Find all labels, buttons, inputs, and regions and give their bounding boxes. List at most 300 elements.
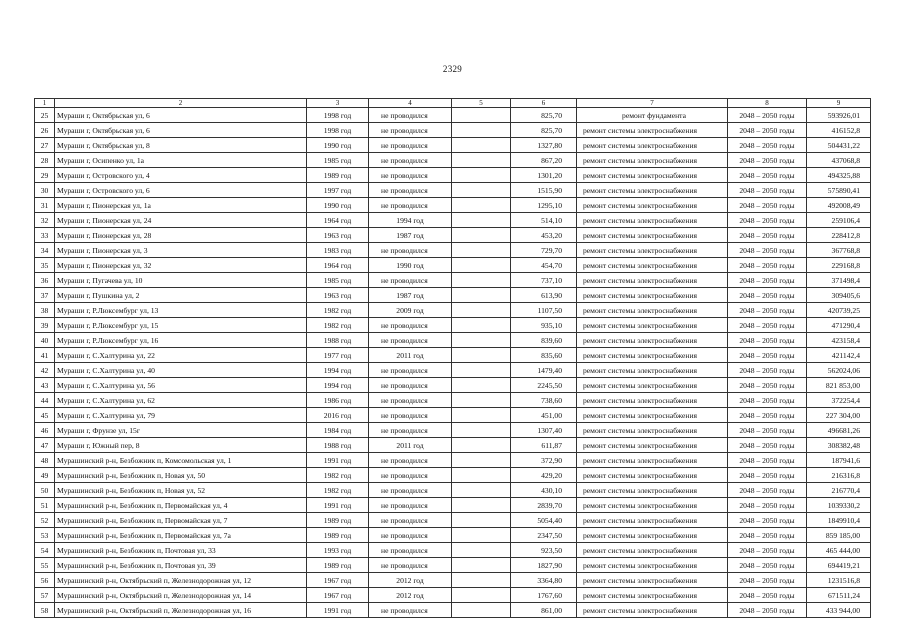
- build-year-cell: 1985 год: [307, 273, 369, 288]
- period-cell: 2048 – 2050 годы: [728, 108, 807, 123]
- col-5-cell: [452, 228, 511, 243]
- area-cell: 451,00: [511, 408, 577, 423]
- period-cell: 2048 – 2050 годы: [728, 198, 807, 213]
- work-type-cell: ремонт системы электроснабжения: [577, 123, 728, 138]
- row-number-cell: 36: [35, 273, 55, 288]
- work-type-cell: ремонт системы электроснабжения: [577, 198, 728, 213]
- header-cell: 9: [807, 99, 871, 108]
- work-type-cell: ремонт системы электроснабжения: [577, 558, 728, 573]
- build-year-cell: 1997 год: [307, 183, 369, 198]
- cost-cell: 371498,4: [807, 273, 871, 288]
- address-cell: Мурашинский р-н, Безбожник п, Первомайская ул, 7а: [55, 528, 307, 543]
- cost-cell: 437068,8: [807, 153, 871, 168]
- period-cell: 2048 – 2050 годы: [728, 303, 807, 318]
- col-5-cell: [452, 108, 511, 123]
- row-number-cell: 43: [35, 378, 55, 393]
- area-cell: 1301,20: [511, 168, 577, 183]
- table-row: [35, 378, 871, 393]
- last-repair-year-cell: 1987 год: [369, 228, 452, 243]
- work-type-cell: ремонт системы электроснабжения: [577, 453, 728, 468]
- row-number-cell: 45: [35, 408, 55, 423]
- col-5-cell: [452, 468, 511, 483]
- repair-schedule-table: [34, 98, 871, 618]
- table-row: [35, 333, 871, 348]
- col-5-cell: [452, 273, 511, 288]
- address-cell: Мураши г, Островского ул, 4: [55, 168, 307, 183]
- row-number-cell: 25: [35, 108, 55, 123]
- address-cell: Мурашинский р-н, Безбожник п, Первомайская ул, 4: [55, 498, 307, 513]
- cost-cell: 494325,88: [807, 168, 871, 183]
- last-repair-year-cell: не проводился: [369, 408, 452, 423]
- period-cell: 2048 – 2050 годы: [728, 573, 807, 588]
- area-cell: 430,10: [511, 483, 577, 498]
- col-5-cell: [452, 573, 511, 588]
- table-row: [35, 393, 871, 408]
- build-year-cell: 1983 год: [307, 243, 369, 258]
- cost-cell: 187941,6: [807, 453, 871, 468]
- table-row: [35, 183, 871, 198]
- work-type-cell: ремонт системы электроснабжения: [577, 468, 728, 483]
- last-repair-year-cell: не проводился: [369, 558, 452, 573]
- last-repair-year-cell: не проводился: [369, 198, 452, 213]
- build-year-cell: 1985 год: [307, 153, 369, 168]
- period-cell: 2048 – 2050 годы: [728, 543, 807, 558]
- table-row: [35, 543, 871, 558]
- work-type-cell: ремонт системы электроснабжения: [577, 318, 728, 333]
- table-row: [35, 408, 871, 423]
- col-5-cell: [452, 378, 511, 393]
- build-year-cell: 1989 год: [307, 528, 369, 543]
- work-type-cell: ремонт системы электроснабжения: [577, 528, 728, 543]
- period-cell: 2048 – 2050 годы: [728, 213, 807, 228]
- area-cell: 935,10: [511, 318, 577, 333]
- address-cell: Мурашинский р-н, Безбожник п, Новая ул, 52: [55, 483, 307, 498]
- address-cell: Мурашинский р-н, Безбожник п, Новая ул, 50: [55, 468, 307, 483]
- address-cell: Мураши г, Фрунзе ул, 15г: [55, 423, 307, 438]
- col-5-cell: [452, 558, 511, 573]
- cost-cell: 308382,48: [807, 438, 871, 453]
- col-5-cell: [452, 483, 511, 498]
- area-cell: 2245,50: [511, 378, 577, 393]
- area-cell: 372,90: [511, 453, 577, 468]
- cost-cell: 1231516,8: [807, 573, 871, 588]
- period-cell: 2048 – 2050 годы: [728, 498, 807, 513]
- build-year-cell: 1988 год: [307, 333, 369, 348]
- header-cell: 3: [307, 99, 369, 108]
- last-repair-year-cell: не проводился: [369, 498, 452, 513]
- col-5-cell: [452, 333, 511, 348]
- last-repair-year-cell: не проводился: [369, 393, 452, 408]
- address-cell: Мураши г, Пушкина ул, 2: [55, 288, 307, 303]
- area-cell: 3364,80: [511, 573, 577, 588]
- last-repair-year-cell: не проводился: [369, 468, 452, 483]
- build-year-cell: 1982 год: [307, 483, 369, 498]
- build-year-cell: 1993 год: [307, 543, 369, 558]
- area-cell: 611,87: [511, 438, 577, 453]
- row-number-cell: 53: [35, 528, 55, 543]
- area-cell: 1295,10: [511, 198, 577, 213]
- area-cell: 453,20: [511, 228, 577, 243]
- row-number-cell: 37: [35, 288, 55, 303]
- col-5-cell: [452, 588, 511, 603]
- address-cell: Мураши г, Октябрьская ул, 8: [55, 138, 307, 153]
- area-cell: 825,70: [511, 123, 577, 138]
- build-year-cell: 1964 год: [307, 213, 369, 228]
- last-repair-year-cell: не проводился: [369, 318, 452, 333]
- row-number-cell: 33: [35, 228, 55, 243]
- last-repair-year-cell: не проводился: [369, 378, 452, 393]
- table-row: [35, 438, 871, 453]
- address-cell: Мураши г, Островского ул, 6: [55, 183, 307, 198]
- period-cell: 2048 – 2050 годы: [728, 288, 807, 303]
- area-cell: 923,50: [511, 543, 577, 558]
- cost-cell: 367768,8: [807, 243, 871, 258]
- period-cell: 2048 – 2050 годы: [728, 528, 807, 543]
- row-number-cell: 38: [35, 303, 55, 318]
- build-year-cell: 1967 год: [307, 588, 369, 603]
- area-cell: 429,20: [511, 468, 577, 483]
- last-repair-year-cell: не проводился: [369, 528, 452, 543]
- build-year-cell: 1988 год: [307, 438, 369, 453]
- build-year-cell: 1982 год: [307, 468, 369, 483]
- work-type-cell: ремонт системы электроснабжения: [577, 438, 728, 453]
- col-5-cell: [452, 288, 511, 303]
- build-year-cell: 1963 год: [307, 228, 369, 243]
- area-cell: 1515,90: [511, 183, 577, 198]
- row-number-cell: 26: [35, 123, 55, 138]
- build-year-cell: 1989 год: [307, 558, 369, 573]
- cost-cell: 227 304,00: [807, 408, 871, 423]
- table-body: [35, 99, 871, 618]
- last-repair-year-cell: не проводился: [369, 108, 452, 123]
- table-row: [35, 483, 871, 498]
- row-number-cell: 51: [35, 498, 55, 513]
- header-cell: 1: [35, 99, 55, 108]
- cost-cell: 309405,6: [807, 288, 871, 303]
- cost-cell: 421142,4: [807, 348, 871, 363]
- cost-cell: 562024,06: [807, 363, 871, 378]
- address-cell: Мураши г, Южный пер, 8: [55, 438, 307, 453]
- last-repair-year-cell: не проводился: [369, 273, 452, 288]
- col-5-cell: [452, 243, 511, 258]
- area-cell: 613,90: [511, 288, 577, 303]
- period-cell: 2048 – 2050 годы: [728, 318, 807, 333]
- period-cell: 2048 – 2050 годы: [728, 603, 807, 618]
- table-row: [35, 198, 871, 213]
- area-cell: 1107,50: [511, 303, 577, 318]
- build-year-cell: 1982 год: [307, 303, 369, 318]
- work-type-cell: ремонт системы электроснабжения: [577, 573, 728, 588]
- cost-cell: 593926,01: [807, 108, 871, 123]
- area-cell: 1307,40: [511, 423, 577, 438]
- col-5-cell: [452, 603, 511, 618]
- last-repair-year-cell: не проводился: [369, 123, 452, 138]
- work-type-cell: ремонт системы электроснабжения: [577, 258, 728, 273]
- last-repair-year-cell: не проводился: [369, 483, 452, 498]
- cost-cell: 492008,49: [807, 198, 871, 213]
- area-cell: 514,10: [511, 213, 577, 228]
- period-cell: 2048 – 2050 годы: [728, 153, 807, 168]
- address-cell: Мураши г, Пионерская ул, 1а: [55, 198, 307, 213]
- table-row: [35, 468, 871, 483]
- period-cell: 2048 – 2050 годы: [728, 168, 807, 183]
- table-row: [35, 303, 871, 318]
- last-repair-year-cell: не проводился: [369, 543, 452, 558]
- last-repair-year-cell: не проводился: [369, 513, 452, 528]
- area-cell: 454,70: [511, 258, 577, 273]
- address-cell: Мурашинский р-н, Октябрьский п, Железнодорожная ул, 14: [55, 588, 307, 603]
- build-year-cell: 1984 год: [307, 423, 369, 438]
- cost-cell: 433 944,00: [807, 603, 871, 618]
- address-cell: Мурашинский р-н, Безбожник п, Почтовая ул, 39: [55, 558, 307, 573]
- col-5-cell: [452, 423, 511, 438]
- row-number-cell: 32: [35, 213, 55, 228]
- period-cell: 2048 – 2050 годы: [728, 333, 807, 348]
- table-row: [35, 498, 871, 513]
- period-cell: 2048 – 2050 годы: [728, 408, 807, 423]
- build-year-cell: 1963 год: [307, 288, 369, 303]
- work-type-cell: ремонт системы электроснабжения: [577, 483, 728, 498]
- area-cell: 839,60: [511, 333, 577, 348]
- work-type-cell: ремонт системы электроснабжения: [577, 183, 728, 198]
- col-5-cell: [452, 153, 511, 168]
- address-cell: Мураши г, Пугачева ул, 10: [55, 273, 307, 288]
- last-repair-year-cell: 1994 год: [369, 213, 452, 228]
- work-type-cell: ремонт системы электроснабжения: [577, 243, 728, 258]
- col-5-cell: [452, 348, 511, 363]
- last-repair-year-cell: 2012 год: [369, 573, 452, 588]
- col-5-cell: [452, 393, 511, 408]
- col-5-cell: [452, 438, 511, 453]
- row-number-cell: 54: [35, 543, 55, 558]
- period-cell: 2048 – 2050 годы: [728, 453, 807, 468]
- address-cell: Мурашинский р-н, Октябрьский п, Железнодорожная ул, 12: [55, 573, 307, 588]
- row-number-cell: 40: [35, 333, 55, 348]
- last-repair-year-cell: не проводился: [369, 153, 452, 168]
- col-5-cell: [452, 198, 511, 213]
- area-cell: 2839,70: [511, 498, 577, 513]
- address-cell: Мураши г, С.Халтурина ул, 22: [55, 348, 307, 363]
- row-number-cell: 31: [35, 198, 55, 213]
- last-repair-year-cell: 2012 год: [369, 588, 452, 603]
- table-row: [35, 348, 871, 363]
- row-number-cell: 46: [35, 423, 55, 438]
- work-type-cell: ремонт системы электроснабжения: [577, 228, 728, 243]
- col-5-cell: [452, 453, 511, 468]
- address-cell: Мураши г, С.Халтурина ул, 56: [55, 378, 307, 393]
- area-cell: 1479,40: [511, 363, 577, 378]
- address-cell: Мураши г, Пионерская ул, 32: [55, 258, 307, 273]
- work-type-cell: ремонт системы электроснабжения: [577, 213, 728, 228]
- build-year-cell: 1967 год: [307, 573, 369, 588]
- build-year-cell: 1991 год: [307, 498, 369, 513]
- row-number-cell: 34: [35, 243, 55, 258]
- cost-cell: 372254,4: [807, 393, 871, 408]
- period-cell: 2048 – 2050 годы: [728, 243, 807, 258]
- table-row: [35, 603, 871, 618]
- work-type-cell: ремонт системы электроснабжения: [577, 138, 728, 153]
- address-cell: Мурашинский р-н, Октябрьский п, Железнодорожная ул, 16: [55, 603, 307, 618]
- row-number-cell: 58: [35, 603, 55, 618]
- table-row: [35, 588, 871, 603]
- address-cell: Мураши г, Пионерская ул, 3: [55, 243, 307, 258]
- cost-cell: 420739,25: [807, 303, 871, 318]
- last-repair-year-cell: не проводился: [369, 333, 452, 348]
- period-cell: 2048 – 2050 годы: [728, 363, 807, 378]
- table-row: [35, 573, 871, 588]
- work-type-cell: ремонт системы электроснабжения: [577, 543, 728, 558]
- work-type-cell: ремонт системы электроснабжения: [577, 273, 728, 288]
- area-cell: 1827,90: [511, 558, 577, 573]
- address-cell: Мураши г, С.Халтурина ул, 62: [55, 393, 307, 408]
- work-type-cell: ремонт системы электроснабжения: [577, 393, 728, 408]
- address-cell: Мураши г, С.Халтурина ул, 40: [55, 363, 307, 378]
- header-cell: 7: [577, 99, 728, 108]
- row-number-cell: 27: [35, 138, 55, 153]
- last-repair-year-cell: 1990 год: [369, 258, 452, 273]
- cost-cell: 1039330,2: [807, 498, 871, 513]
- col-5-cell: [452, 513, 511, 528]
- work-type-cell: ремонт системы электроснабжения: [577, 603, 728, 618]
- row-number-cell: 50: [35, 483, 55, 498]
- area-cell: 737,10: [511, 273, 577, 288]
- col-5-cell: [452, 408, 511, 423]
- area-cell: 825,70: [511, 108, 577, 123]
- row-number-cell: 42: [35, 363, 55, 378]
- area-cell: 861,00: [511, 603, 577, 618]
- row-number-cell: 39: [35, 318, 55, 333]
- cost-cell: 694419,21: [807, 558, 871, 573]
- header-cell: 2: [55, 99, 307, 108]
- address-cell: Мурашинский р-н, Безбожник п, Первомайская ул, 7: [55, 513, 307, 528]
- table-row: [35, 513, 871, 528]
- build-year-cell: 1991 год: [307, 603, 369, 618]
- last-repair-year-cell: 2009 год: [369, 303, 452, 318]
- work-type-cell: ремонт системы электроснабжения: [577, 363, 728, 378]
- table-row: [35, 528, 871, 543]
- address-cell: Мураши г, Осипенко ул, 1а: [55, 153, 307, 168]
- build-year-cell: 1989 год: [307, 513, 369, 528]
- table-row: [35, 243, 871, 258]
- row-number-cell: 57: [35, 588, 55, 603]
- work-type-cell: ремонт системы электроснабжения: [577, 303, 728, 318]
- row-number-cell: 44: [35, 393, 55, 408]
- table-row: [35, 108, 871, 123]
- work-type-cell: ремонт системы электроснабжения: [577, 498, 728, 513]
- row-number-cell: 55: [35, 558, 55, 573]
- col-5-cell: [452, 318, 511, 333]
- cost-cell: 423158,4: [807, 333, 871, 348]
- last-repair-year-cell: не проводился: [369, 168, 452, 183]
- work-type-cell: ремонт системы электроснабжения: [577, 423, 728, 438]
- table-row: [35, 213, 871, 228]
- build-year-cell: 1998 год: [307, 108, 369, 123]
- area-cell: 729,70: [511, 243, 577, 258]
- cost-cell: 216316,8: [807, 468, 871, 483]
- col-5-cell: [452, 303, 511, 318]
- work-type-cell: ремонт фундамента: [577, 108, 728, 123]
- last-repair-year-cell: 1987 год: [369, 288, 452, 303]
- table-row: [35, 228, 871, 243]
- address-cell: Мураши г, С.Халтурина ул, 79: [55, 408, 307, 423]
- table-row: [35, 363, 871, 378]
- period-cell: 2048 – 2050 годы: [728, 468, 807, 483]
- cost-cell: 228412,8: [807, 228, 871, 243]
- row-number-cell: 35: [35, 258, 55, 273]
- work-type-cell: ремонт системы электроснабжения: [577, 378, 728, 393]
- cost-cell: 229168,8: [807, 258, 871, 273]
- address-cell: Мураши г, Октябрьская ул, 6: [55, 123, 307, 138]
- work-type-cell: ремонт системы электроснабжения: [577, 513, 728, 528]
- header-cell: 6: [511, 99, 577, 108]
- period-cell: 2048 – 2050 годы: [728, 258, 807, 273]
- cost-cell: 496681,26: [807, 423, 871, 438]
- build-year-cell: 1964 год: [307, 258, 369, 273]
- cost-cell: 465 444,00: [807, 543, 871, 558]
- cost-cell: 259106,4: [807, 213, 871, 228]
- work-type-cell: ремонт системы электроснабжения: [577, 153, 728, 168]
- build-year-cell: 1990 год: [307, 198, 369, 213]
- period-cell: 2048 – 2050 годы: [728, 423, 807, 438]
- address-cell: Мураши г, Р.Люксембург ул, 13: [55, 303, 307, 318]
- area-cell: 867,20: [511, 153, 577, 168]
- table-row: [35, 423, 871, 438]
- last-repair-year-cell: не проводился: [369, 363, 452, 378]
- work-type-cell: ремонт системы электроснабжения: [577, 348, 728, 363]
- address-cell: Мурашинский р-н, Безбожник п, Комсомольская ул, 1: [55, 453, 307, 468]
- work-type-cell: ремонт системы электроснабжения: [577, 408, 728, 423]
- col-5-cell: [452, 138, 511, 153]
- build-year-cell: 1986 год: [307, 393, 369, 408]
- last-repair-year-cell: не проводился: [369, 138, 452, 153]
- address-cell: Мураши г, Р.Люксембург ул, 15: [55, 318, 307, 333]
- cost-cell: 471290,4: [807, 318, 871, 333]
- last-repair-year-cell: 2011 год: [369, 438, 452, 453]
- build-year-cell: 1989 год: [307, 168, 369, 183]
- build-year-cell: 1994 год: [307, 378, 369, 393]
- table-header-row: [35, 99, 871, 108]
- address-cell: Мураши г, Пионерская ул, 28: [55, 228, 307, 243]
- build-year-cell: 2016 год: [307, 408, 369, 423]
- build-year-cell: 1991 год: [307, 453, 369, 468]
- row-number-cell: 28: [35, 153, 55, 168]
- period-cell: 2048 – 2050 годы: [728, 348, 807, 363]
- cost-cell: 575890,41: [807, 183, 871, 198]
- col-5-cell: [452, 543, 511, 558]
- col-5-cell: [452, 498, 511, 513]
- last-repair-year-cell: не проводился: [369, 423, 452, 438]
- table-row: [35, 558, 871, 573]
- row-number-cell: 49: [35, 468, 55, 483]
- build-year-cell: 1977 год: [307, 348, 369, 363]
- header-cell: 4: [369, 99, 452, 108]
- area-cell: 835,60: [511, 348, 577, 363]
- address-cell: Мурашинский р-н, Безбожник п, Почтовая ул, 33: [55, 543, 307, 558]
- col-5-cell: [452, 183, 511, 198]
- cost-cell: 1849910,4: [807, 513, 871, 528]
- period-cell: 2048 – 2050 годы: [728, 558, 807, 573]
- work-type-cell: ремонт системы электроснабжения: [577, 168, 728, 183]
- table-row: [35, 273, 871, 288]
- period-cell: 2048 – 2050 годы: [728, 393, 807, 408]
- period-cell: 2048 – 2050 годы: [728, 273, 807, 288]
- cost-cell: 859 185,00: [807, 528, 871, 543]
- period-cell: 2048 – 2050 годы: [728, 228, 807, 243]
- cost-cell: 504431,22: [807, 138, 871, 153]
- work-type-cell: ремонт системы электроснабжения: [577, 288, 728, 303]
- area-cell: 738,60: [511, 393, 577, 408]
- build-year-cell: 1990 год: [307, 138, 369, 153]
